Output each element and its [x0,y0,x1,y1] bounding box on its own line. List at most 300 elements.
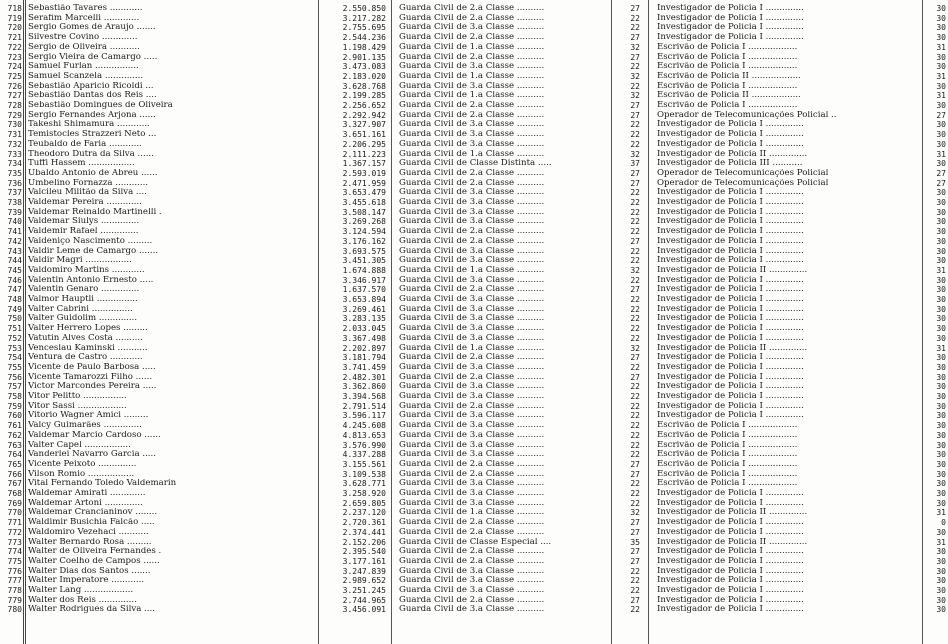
row-number: 724 [7,62,22,72]
amount-value: 2.791.514 [342,401,386,411]
current-class: Guarda Civil de 3.a Classe .......... [399,324,545,334]
row-number: 761 [7,421,22,431]
days-count: 30 [936,188,946,198]
amount-value: 2.183.020 [342,71,386,81]
days-count: 0 [941,518,946,528]
amount-value: 3.693.575 [342,246,386,256]
reference-level: 22 [630,333,640,343]
table-row [0,208,948,218]
days-count: 30 [936,333,946,343]
amount-value: 2.471.959 [342,178,386,188]
current-class: Guarda Civil de 1.a Classe .......... [399,71,545,81]
new-position: Investigador de Polícia II .............. [657,149,808,159]
table-row [0,344,948,354]
current-class: Guarda Civil de 2.a Classe .......... [399,33,545,43]
amount-value: 2.374.441 [342,527,386,537]
row-number: 746 [7,275,22,285]
table-row [0,314,948,324]
table-row [0,499,948,509]
days-count: 30 [936,421,946,431]
amount-value: 2.152.206 [342,537,386,547]
employee-name: Vilson Romio ................. [28,469,135,479]
new-position: Investigador de Polícia I .............. [657,295,804,304]
employee-name: Sebastião Tavares ............ [28,4,143,13]
current-class: Guarda Civil de 2.a Classe .......... [399,353,545,363]
reference-level: 22 [630,13,640,23]
employee-name: Vitorio Wagner Amici ......... [28,411,149,421]
table-row [0,538,948,548]
row-number: 738 [7,198,22,207]
table-row [0,470,948,480]
table-row [0,256,948,266]
employee-name: Samuel Scanzela .............. [28,71,144,81]
table-row [0,53,948,63]
employee-name: Walter Coelho de Campos ...... [28,556,160,566]
amount-value: 3.176.162 [342,236,386,246]
employee-name: Valdemar Pereira ............. [28,198,142,207]
table-row [0,101,948,111]
amount-value: 2.202.897 [342,343,386,353]
days-count: 31 [936,265,946,275]
days-count: 30 [936,324,946,334]
days-count: 30 [936,586,946,595]
employee-name: Sergio Gomes de Araujo ....... [28,23,156,33]
days-count: 30 [936,217,946,227]
reference-level: 27 [630,33,640,43]
row-number: 756 [7,372,22,382]
current-class: Guarda Civil de 1.a Classe .......... [399,265,545,275]
current-class: Guarda Civil de 3.a Classe .......... [399,605,545,615]
table-row [0,169,948,179]
table-row [0,382,948,392]
days-count: 30 [936,159,946,169]
row-number: 757 [7,382,22,392]
reference-level: 27 [630,547,640,557]
reference-level: 27 [630,236,640,246]
amount-value: 1.198.429 [342,42,386,52]
new-position: Investigador de Polícia I .............. [657,314,804,324]
amount-value: 3.651.161 [342,130,386,140]
new-position: Escrivão de Polícia I .................. [657,101,798,110]
new-position: Investigador de Polícia I .............. [657,586,804,595]
employee-name: Vitor Pelitto ................ [28,392,127,401]
days-count: 30 [936,246,946,256]
reference-level: 22 [630,295,640,304]
employee-name: Waldemar Artoni .............. [28,498,143,508]
current-class: Guarda Civil de 3.a Classe .......... [399,198,545,207]
table-row [0,82,948,92]
current-class: Guarda Civil de 2.a Classe .......... [399,236,545,246]
new-position: Escrivão de Polícia I .................. [657,421,798,431]
table-row [0,576,948,586]
new-position: Investigador de Polícia III ........... [657,159,803,169]
reference-level: 22 [630,362,640,372]
table-row [0,528,948,538]
employee-name: Valter Herrero Lopes ......... [28,324,148,334]
row-number: 774 [7,547,22,557]
current-class: Guarda Civil de 2.a Classe .......... [399,595,545,605]
table-row [0,431,948,441]
reference-level: 37 [630,159,640,169]
row-number: 741 [7,227,22,237]
new-position: Investigador de Polícia I .............. [657,207,804,217]
days-count: 30 [936,207,946,217]
table-row [0,285,948,295]
reference-level: 22 [630,23,640,33]
current-class: Guarda Civil de 3.a Classe .......... [399,576,545,586]
days-count: 30 [936,362,946,372]
row-number: 748 [7,295,22,304]
days-count: 30 [936,450,946,460]
current-class: Guarda Civil de 3.a Classe .......... [399,586,545,595]
row-number: 726 [7,81,22,91]
row-number: 750 [7,314,22,324]
new-position: Investigador de Polícia I .............. [657,188,804,198]
row-number: 759 [7,401,22,411]
days-count: 30 [936,81,946,91]
employee-name: Samuel Furlan ................ [28,62,139,72]
days-count: 30 [936,479,946,489]
current-class: Guarda Civil de 2.a Classe .......... [399,518,545,528]
amount-value: 3.653.894 [342,295,386,304]
row-number: 719 [7,13,22,23]
current-class: Guarda Civil de 3.a Classe .......... [399,430,545,440]
reference-level: 27 [630,101,640,110]
employee-name: Valdir Leme de Camargo ....... [28,246,159,256]
reference-level: 22 [630,324,640,334]
days-count: 30 [936,304,946,314]
table-row [0,120,948,130]
reference-level: 22 [630,207,640,217]
days-count: 30 [936,236,946,246]
amount-value: 2.593.019 [342,168,386,178]
row-number: 749 [7,304,22,314]
row-number: 730 [7,120,22,130]
current-class: Guarda Civil de 3.a Classe .......... [399,566,545,576]
row-number: 720 [7,23,22,33]
row-number: 768 [7,489,22,498]
reference-level: 32 [630,343,640,353]
reference-level: 22 [630,256,640,266]
amount-value: 2.901.135 [342,52,386,62]
employee-name: Walter Lang .................. [28,586,134,595]
days-count: 31 [936,71,946,81]
new-position: Investigador de Polícia I .............. [657,246,804,256]
days-count: 30 [936,392,946,401]
new-position: Escrivão de Polícia I .................. [657,479,798,489]
days-count: 30 [936,120,946,130]
employee-name: Valdeniço Nascimento ......... [28,236,153,246]
reference-level: 27 [630,110,640,120]
amount-value: 2.482.301 [342,372,386,382]
days-count: 30 [936,576,946,586]
row-number: 769 [7,498,22,508]
new-position: Investigador de Polícia I .............. [657,498,804,508]
amount-value: 2.395.540 [342,547,386,557]
reference-level: 22 [630,586,640,595]
employee-name: Sergio Fernandes Arjona ...... [28,110,156,120]
table-row [0,295,948,305]
table-row [0,586,948,596]
days-count: 30 [936,401,946,411]
new-position: Investigador de Polícia I .............. [657,595,804,605]
new-position: Escrivão de Polícia I .................. [657,52,798,62]
amount-value: 2.206.295 [342,139,386,149]
row-number: 760 [7,411,22,421]
table-row [0,188,948,198]
current-class: Guarda Civil de 3.a Classe .......... [399,440,545,450]
amount-value: 3.181.794 [342,353,386,363]
amount-value: 3.367.498 [342,333,386,343]
current-class: Guarda Civil de 3.a Classe .......... [399,421,545,431]
current-class: Guarda Civil de 3.a Classe .......... [399,392,545,401]
employee-name: Venceslau Kaminski ........... [28,343,148,353]
employee-name: Vital Fernando Toledo Valdemarin [28,479,177,489]
amount-value: 1.674.888 [342,265,386,275]
current-class: Guarda Civil de 2.a Classe .......... [399,52,545,62]
new-position: Investigador de Polícia I .............. [657,392,804,401]
current-class: Guarda Civil de 1.a Classe .......... [399,149,545,159]
days-count: 30 [936,459,946,469]
reference-level: 27 [630,518,640,528]
days-count: 27 [936,110,946,120]
new-position: Investigador de Polícia I .............. [657,411,804,421]
days-count: 31 [936,42,946,52]
reference-level: 22 [630,139,640,149]
amount-value: 2.292.942 [342,110,386,120]
employee-name: Sergio de Oliveira ........... [28,42,140,52]
amount-value: 3.456.091 [342,605,386,615]
employee-name: Umbelino Fornazza ............ [28,178,149,188]
row-number: 723 [7,52,22,62]
amount-value: 2.755.695 [342,23,386,33]
table-row [0,450,948,460]
new-position: Investigador de Polícia I .............. [657,256,804,266]
current-class: Guarda Civil de 3.a Classe .......... [399,130,545,140]
employee-name: Valdir Magri ................. [28,256,132,266]
current-class: Guarda Civil de 3.a Classe .......... [399,304,545,314]
new-position: Escrivão de Polícia I .................. [657,62,798,72]
employee-name: Walter Rodrigues da Silva .... [28,605,155,615]
amount-value: 3.251.245 [342,586,386,595]
days-count: 30 [936,4,946,13]
amount-value: 3.283.135 [342,314,386,324]
amount-value: 2.659.805 [342,498,386,508]
employee-name: Victor Marcondes Pereira ..... [28,382,157,392]
row-number: 729 [7,110,22,120]
new-position: Investigador de Polícia I .............. [657,227,804,237]
current-class: Guarda Civil de 2.a Classe .......... [399,285,545,295]
employee-name: Valdemar Marcio Cardoso ...... [28,430,161,440]
current-class: Guarda Civil de 3.a Classe .......... [399,217,545,227]
new-position: Investigador de Polícia I .............. [657,362,804,372]
reference-level: 27 [630,459,640,469]
employee-name: Valter Guidolim .............. [28,314,138,324]
current-class: Guarda Civil de 3.a Classe .......... [399,489,545,498]
row-number: 728 [7,101,22,110]
amount-value: 3.217.282 [342,13,386,23]
employee-name: Walter dos Reis .............. [28,595,137,605]
reference-level: 22 [630,188,640,198]
days-count: 30 [936,498,946,508]
days-count: 27 [936,168,946,178]
row-number: 735 [7,168,22,178]
table-row [0,14,948,24]
current-class: Guarda Civil de 2.a Classe .......... [399,469,545,479]
days-count: 30 [936,527,946,537]
current-class: Guarda Civil de 2.a Classe .......... [399,168,545,178]
reference-level: 22 [630,198,640,207]
current-class: Guarda Civil de 2.a Classe .......... [399,401,545,411]
row-number: 718 [7,4,22,13]
table-row [0,411,948,421]
days-count: 30 [936,23,946,33]
reference-level: 22 [630,217,640,227]
new-position: Escrivão de Polícia I .................. [657,469,798,479]
row-number: 727 [7,91,22,101]
table-row [0,441,948,451]
current-class: Guarda Civil de 3.a Classe .......... [399,207,545,217]
new-position: Investigador de Polícia I .............. [657,527,804,537]
amount-value: 3.576.990 [342,440,386,450]
amount-value: 2.550.850 [342,4,386,13]
row-number: 751 [7,324,22,334]
new-position: Investigador de Polícia II .............. [657,343,808,353]
new-position: Investigador de Polícia I .............. [657,285,804,295]
amount-value: 2.111.223 [342,149,386,159]
days-count: 30 [936,275,946,285]
employee-name: Vatutin Alves Costa .......... [28,333,143,343]
employee-name: Ubaldo Antonio de Abreu ...... [28,168,158,178]
days-count: 30 [936,353,946,363]
row-number: 775 [7,556,22,566]
current-class: Guarda Civil de 3.a Classe .......... [399,188,545,198]
employee-name: Valter Capel ................. [28,440,131,450]
table-row [0,4,948,14]
current-class: Guarda Civil de 3.a Classe .......... [399,275,545,285]
current-class: Guarda Civil de 2.a Classe .......... [399,4,545,13]
new-position: Investigador de Polícia I .............. [657,217,804,227]
new-position: Investigador de Polícia I .............. [657,304,804,314]
employee-name: Valdemar Reinaldo Martinelli . [28,207,162,217]
row-number: 739 [7,207,22,217]
reference-level: 22 [630,120,640,130]
new-position: Escrivão de Polícia I .................. [657,450,798,460]
new-position: Investigador de Polícia II .............. [657,537,808,547]
table-row [0,266,948,276]
new-position: Operador de Telecomunicações Policial [657,168,829,178]
employee-name: Vicente Tamarozzi Filho ...... [28,372,153,382]
employee-name: Valcy Guimarães .............. [28,421,142,431]
new-position: Escrivão de Polícia I .................. [657,81,798,91]
days-count: 30 [936,382,946,392]
employee-name: Takeshi Shimamura ............ [28,120,150,130]
reference-level: 22 [630,489,640,498]
table-row [0,402,948,412]
table-row [0,392,948,402]
employee-name: Walter Bernardo Rosa ......... [28,537,152,547]
amount-value: 3.508.147 [342,207,386,217]
amount-value: 1.637.570 [342,285,386,295]
row-number: 763 [7,440,22,450]
table-row [0,547,948,557]
days-count: 31 [936,343,946,353]
reference-level: 27 [630,469,640,479]
employee-name: Valdomiro Martins ............ [28,265,145,275]
amount-value: 3.451.305 [342,256,386,266]
days-count: 30 [936,227,946,237]
reference-level: 22 [630,401,640,411]
row-number: 725 [7,71,22,81]
employee-name: Valdemar Siulys .............. [28,217,140,227]
new-position: Investigador de Polícia I .............. [657,130,804,140]
table-row [0,111,948,121]
reference-level: 22 [630,62,640,72]
table-row [0,489,948,499]
amount-value: 3.109.538 [342,469,386,479]
amount-value: 3.155.561 [342,459,386,469]
current-class: Guarda Civil de 3.a Classe .......... [399,62,545,72]
current-class: Guarda Civil de 2.a Classe .......... [399,110,545,120]
employee-name: Waldemar Crancianinov ........ [28,508,158,518]
row-number: 771 [7,518,22,528]
current-class: Guarda Civil de 2.a Classe .......... [399,101,545,110]
new-position: Escrivão de Polícia II .................. [657,91,801,101]
employee-name: Ventura de Castro ............ [28,353,143,363]
row-number: 765 [7,459,22,469]
amount-value: 3.473.083 [342,62,386,72]
days-count: 30 [936,605,946,615]
new-position: Investigador de Polícia I .............. [657,324,804,334]
new-position: Investigador de Polícia I .............. [657,139,804,149]
reference-level: 22 [630,421,640,431]
reference-level: 22 [630,227,640,237]
amount-value: 3.247.839 [342,566,386,576]
days-count: 30 [936,372,946,382]
days-count: 30 [936,547,946,557]
days-count: 31 [936,508,946,518]
table-row [0,43,948,53]
employee-name: Waldomiro Vezehaci ........... [28,527,149,537]
days-count: 30 [936,33,946,43]
reference-level: 35 [630,537,640,547]
amount-value: 3.596.117 [342,411,386,421]
row-number: 777 [7,576,22,586]
reference-level: 32 [630,265,640,275]
new-position: Investigador de Polícia I .............. [657,518,804,528]
amount-value: 3.177.161 [342,556,386,566]
employee-name: Waldimir Busichia Falcão ..... [28,518,155,528]
new-position: Escrivão de Polícia II .................. [657,71,801,81]
table-row [0,567,948,577]
new-position: Investigador de Polícia I .............. [657,33,804,43]
new-position: Investigador de Polícia I .............. [657,353,804,363]
employee-name: Vitor Sassi .................. [28,401,127,411]
amount-value: 2.199.285 [342,91,386,101]
new-position: Investigador de Polícia I .............. [657,23,804,33]
reference-level: 32 [630,71,640,81]
employee-name: Sergio Vieira de Camargo ..... [28,52,158,62]
employee-name: Valentin Genaro .............. [28,285,140,295]
new-position: Investigador de Polícia I .............. [657,556,804,566]
row-number: 770 [7,508,22,518]
days-count: 30 [936,139,946,149]
table-row [0,305,948,315]
reference-level: 22 [630,275,640,285]
table-row [0,72,948,82]
new-position: Investigador de Polícia I .............. [657,4,804,13]
table-row [0,150,948,160]
